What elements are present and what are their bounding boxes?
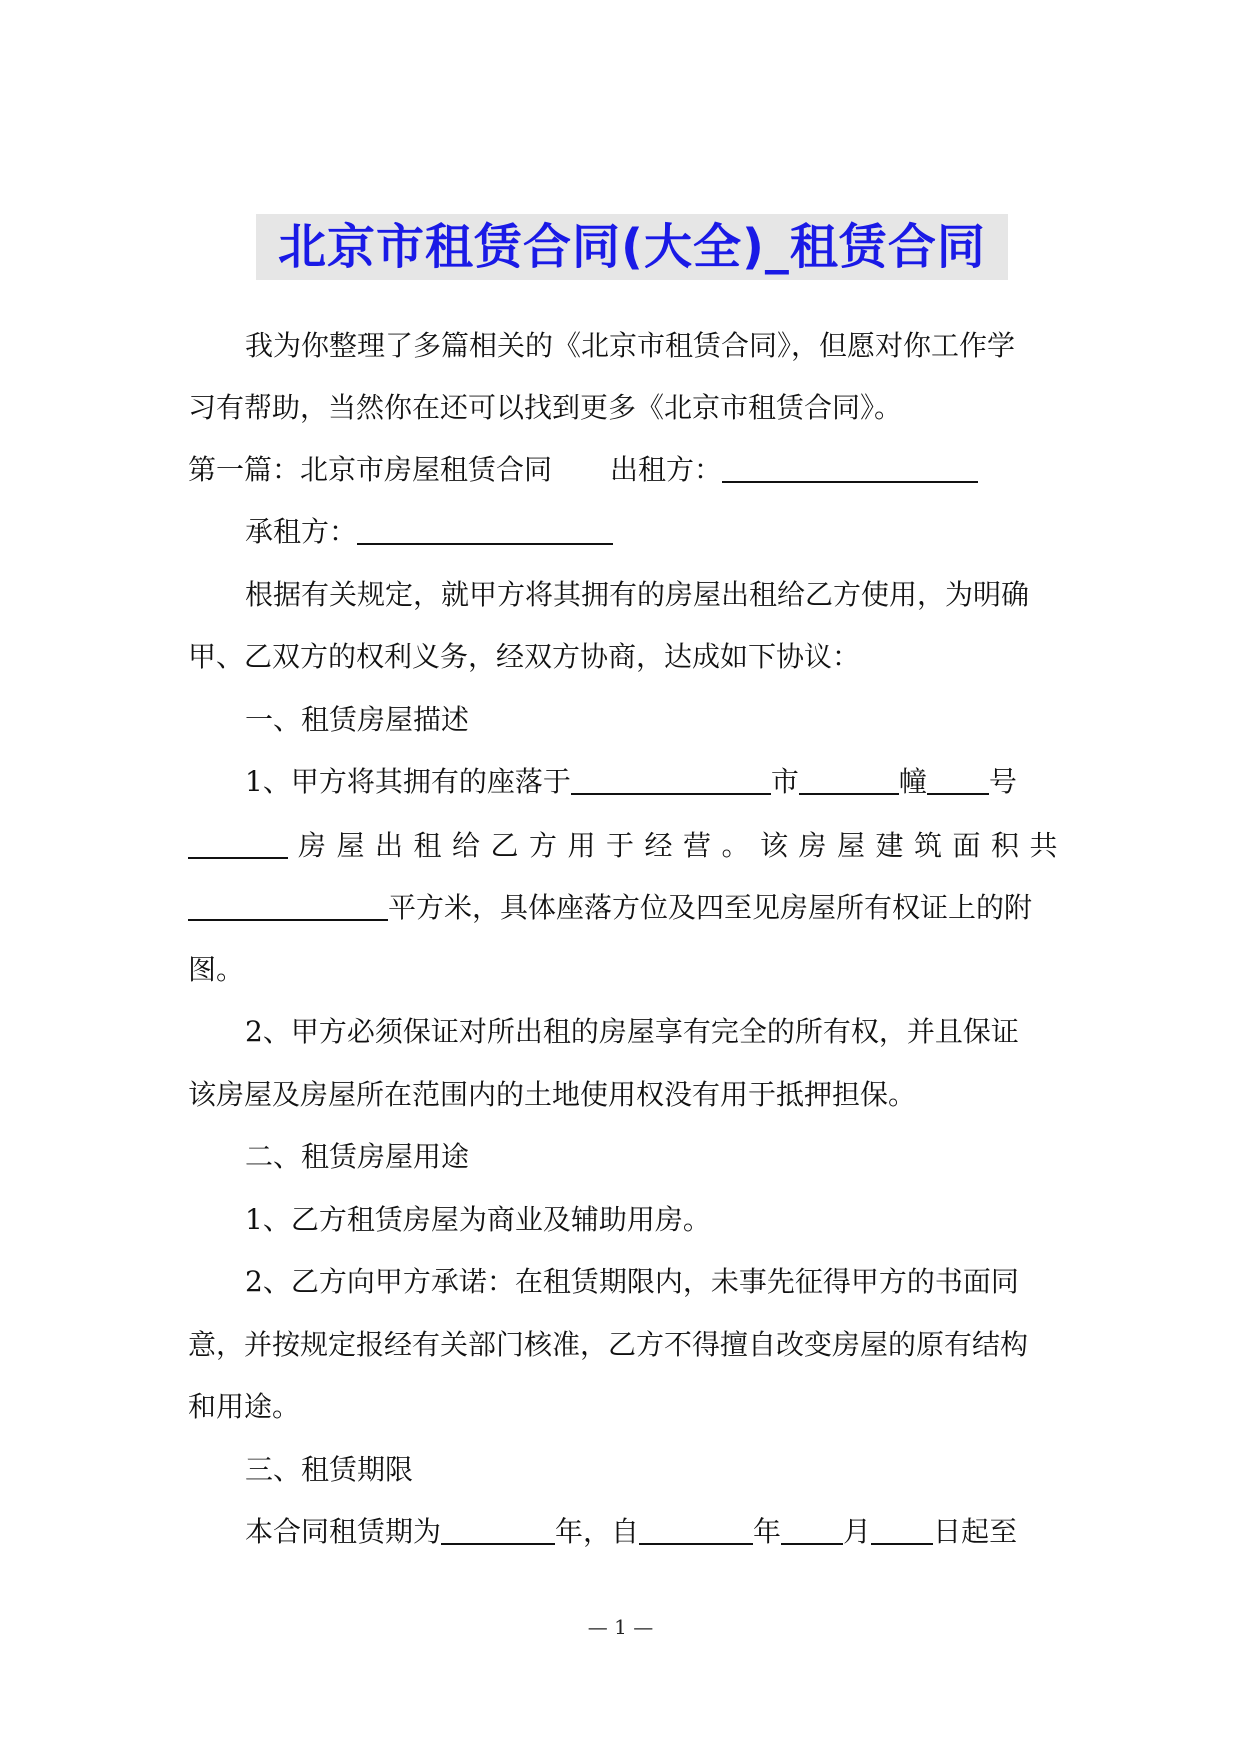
text-run: 日起至 (933, 1515, 1018, 1548)
paragraph-line: 2、乙方向甲方承诺：在租赁期限内，未事先征得甲方的书面同 (245, 1265, 1019, 1298)
term-years-blank (441, 1515, 555, 1545)
paragraph-line: 意，并按规定报经有关部门核准，乙方不得擅自改变房屋的原有结构 (188, 1328, 1029, 1361)
paragraph-line (245, 512, 613, 552)
paragraph-line: 1、乙方租赁房屋为商业及辅助用房。 (245, 1203, 711, 1236)
lessee-label: 承租方： (245, 515, 358, 548)
start-month-blank (781, 1515, 843, 1545)
city-blank (799, 765, 899, 795)
paragraph-line (188, 888, 1032, 928)
paragraph-line (245, 762, 1017, 802)
section-heading: 三、租赁期限 (245, 1453, 414, 1486)
section-title: 第一篇：北京市房屋租赁合同 (188, 453, 553, 486)
paragraph-line: 习有帮助，当然你在还可以找到更多《北京市租赁合同》。 (188, 391, 903, 424)
text-run: 平方米，具体座落方位及四至见房屋所有权证上的附 (388, 891, 1033, 924)
text-run: 年，自 (555, 1515, 640, 1548)
section-heading: 一、租赁房屋描述 (245, 703, 470, 736)
area-blank (188, 891, 388, 921)
section-heading: 二、租赁房屋用途 (245, 1140, 470, 1173)
lessor-label: 出租方： (610, 453, 723, 486)
building-blank (927, 765, 989, 795)
paragraph-line: 和用途。 (188, 1390, 301, 1423)
paragraph-line: 我为你整理了多篇相关的《北京市租赁合同》，但愿对你工作学 (245, 329, 1016, 362)
text-run: 月 (843, 1515, 872, 1548)
paragraph-line: 根据有关规定，就甲方将其拥有的房屋出租给乙方使用，为明确 (245, 578, 1030, 611)
lessor-blank (722, 453, 978, 483)
paragraph-line: 图。 (188, 953, 245, 986)
text-run: 年 (753, 1515, 782, 1548)
page-title: 北京市租赁合同(大全)_租赁合同 (278, 219, 986, 275)
lessee-blank (357, 515, 613, 545)
paragraph-line: 2、甲方必须保证对所出租的房屋享有完全的所有权，并且保证 (245, 1015, 1019, 1048)
paragraph-line (188, 450, 978, 490)
text-run: 号 (988, 765, 1017, 798)
number-blank (188, 829, 288, 859)
start-year-blank (639, 1515, 753, 1545)
text-run: 幢 (898, 765, 927, 798)
text-run: 市 (770, 765, 799, 798)
text-run: 1、甲方将其拥有的座落于 (245, 765, 571, 798)
text-run: 房屋出租给乙方用于经营。该房屋建筑面积共 (298, 829, 1069, 862)
paragraph-line (188, 826, 1068, 866)
location-blank (571, 765, 771, 795)
text-run: 本合同租赁期为 (245, 1515, 442, 1548)
paragraph-line: 甲、乙双方的权利义务，经双方协商，达成如下协议： (188, 640, 861, 673)
paragraph-line (245, 1512, 1017, 1552)
paragraph-line: 该房屋及房屋所在范围内的土地使用权没有用于抵押担保。 (188, 1078, 917, 1111)
start-day-blank (871, 1515, 933, 1545)
page-number: — 1 — (587, 1615, 654, 1639)
